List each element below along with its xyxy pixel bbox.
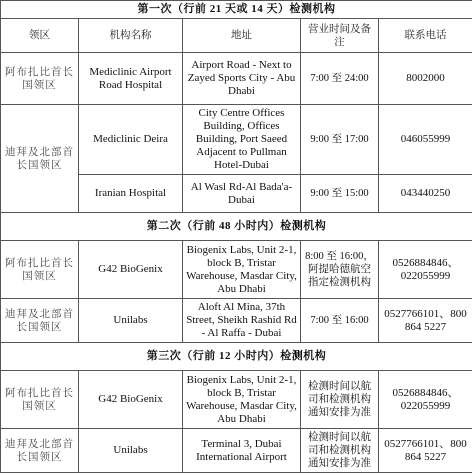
- address-cell: Airport Road - Next to Zayed Sports City - Abu Dhabi: [183, 53, 301, 105]
- region-cell: 阿布扎比首长国领区: [1, 371, 79, 429]
- header-address: 地址: [183, 19, 301, 53]
- table-row: [1, 371, 472, 429]
- table-row: [1, 241, 472, 299]
- phone-cell: 0527766101、800 864 5227: [379, 429, 472, 473]
- phone-cell: 0526884846、022055999: [379, 241, 472, 299]
- hours-cell: 9:00 至 17:00: [301, 105, 379, 175]
- phone-cell: 8002000: [379, 53, 472, 105]
- address-cell: Terminal 3, Dubai International Airport: [183, 429, 301, 473]
- institution-name: G42 BioGenix: [79, 241, 183, 299]
- table-row: [1, 53, 472, 105]
- header-row: [1, 19, 472, 53]
- phone-cell: 043440250: [379, 175, 472, 213]
- phone-cell: 0527766101、800 864 5227: [379, 299, 472, 343]
- section-title-row: [1, 213, 472, 241]
- region-cell: 阿布扎比首长国领区: [1, 53, 79, 105]
- address-cell: Biogenix Labs, Unit 2-1, block B, Tristar Warehouse, Masdar City, Abu Dhabi: [183, 371, 301, 429]
- phone-cell: 046055999: [379, 105, 472, 175]
- header-time: 营业时间及备注: [301, 19, 379, 53]
- header-region: 领区: [1, 19, 79, 53]
- hours-cell: 7:00 至 16:00: [301, 299, 379, 343]
- institution-name: Unilabs: [79, 299, 183, 343]
- phone-cell: 0526884846、022055999: [379, 371, 472, 429]
- institution-name: Mediclinic Deira: [79, 105, 183, 175]
- hours-cell: 8:00 至 16:00，阿提哈德航空指定检测机构: [301, 241, 379, 299]
- header-name: 机构名称: [79, 19, 183, 53]
- region-cell: 迪拜及北部首长国领区: [1, 429, 79, 473]
- section-title: 第三次（行前 12 小时内）检测机构: [1, 343, 472, 371]
- institution-name: Unilabs: [79, 429, 183, 473]
- address-cell: Al Wasl Rd-Al Bada'a-Dubai: [183, 175, 301, 213]
- section-title-row: [1, 1, 472, 19]
- address-cell: Aloft Al Mina, 37th Street, Sheikh Rashid Rd - Al Raffa - Dubai: [183, 299, 301, 343]
- table-row: [1, 105, 472, 175]
- hours-cell: 7:00 至 24:00: [301, 53, 379, 105]
- hours-cell: 9:00 至 15:00: [301, 175, 379, 213]
- address-cell: City Centre Offices Building, Offices Building, Port Saeed Adjacent to Pullman Hotel-Dubai: [183, 105, 301, 175]
- section-title: 第一次（行前 21 天或 14 天）检测机构: [1, 1, 472, 19]
- section-title-row: [1, 343, 472, 371]
- region-cell: 迪拜及北部首长国领区: [1, 299, 79, 343]
- region-cell: 阿布扎比首长国领区: [1, 241, 79, 299]
- hours-cell: 检测时间以航司和检测机构通知安排为准: [301, 429, 379, 473]
- table-row: [1, 299, 472, 343]
- institution-name: Iranian Hospital: [79, 175, 183, 213]
- section-title: 第二次（行前 48 小时内）检测机构: [1, 213, 472, 241]
- header-phone: 联系电话: [379, 19, 472, 53]
- institution-name: G42 BioGenix: [79, 371, 183, 429]
- region-cell: 迪拜及北部首长国领区: [1, 105, 79, 213]
- hours-cell: 检测时间以航司和检测机构通知安排为准: [301, 371, 379, 429]
- table-row: [1, 429, 472, 473]
- institution-name: Mediclinic Airport Road Hospital: [79, 53, 183, 105]
- address-cell: Biogenix Labs, Unit 2-1, block B, Tristar Warehouse, Masdar City, Abu Dhabi: [183, 241, 301, 299]
